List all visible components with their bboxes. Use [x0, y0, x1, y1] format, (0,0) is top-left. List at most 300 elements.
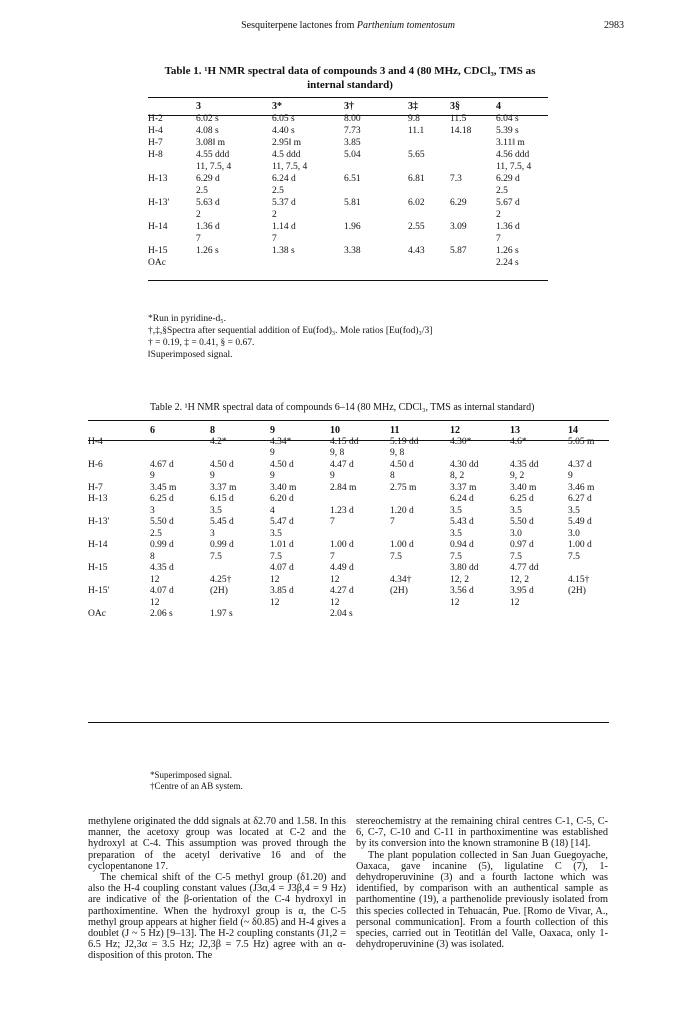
table1 — [148, 101, 548, 269]
footnote: *Superimposed signal. — [150, 770, 232, 780]
table-cell — [568, 448, 609, 460]
table-cell: 0.94 d — [450, 540, 474, 550]
table-cell: 3 — [150, 505, 155, 516]
table-cell — [408, 257, 450, 269]
table-cell: 12 — [510, 597, 520, 608]
table-cell: 5.43 d — [450, 517, 474, 527]
table-cell: 3.85 — [344, 138, 361, 148]
table-cell: 0.99 d — [210, 540, 234, 550]
row-label: H-13′ — [148, 198, 170, 208]
row-label — [88, 575, 150, 587]
table-cell: 7 — [496, 234, 501, 244]
footnote: †Centre of an AB system. — [150, 781, 243, 791]
row-label — [88, 598, 150, 610]
table-row — [88, 598, 609, 610]
table2-top-rule — [88, 420, 609, 421]
table-cell: 6.04 s — [496, 114, 519, 124]
table-cell: 11, 7.5, 4 — [496, 162, 532, 172]
table-cell: 5.63 d — [196, 198, 220, 208]
table2 — [88, 425, 609, 621]
table-cell: 12 — [270, 574, 280, 585]
table-cell: 12 — [150, 574, 160, 585]
table-cell: 12, 2 — [510, 574, 529, 585]
table-cell: 7.5 — [510, 551, 522, 562]
table-cell: 7 — [330, 551, 335, 562]
table-cell — [568, 609, 609, 621]
table-cell: 3.45 m — [150, 482, 177, 493]
table-cell: 2.84 m — [330, 482, 357, 493]
table-cell: 1.38 s — [272, 246, 295, 256]
table-cell: 3.95 d — [510, 586, 534, 596]
table-cell — [344, 233, 408, 245]
table-cell: 4.27 d — [330, 586, 354, 596]
table-cell: 5.45 d — [210, 517, 234, 527]
t2-col-header: 6 — [150, 425, 155, 436]
table-cell: 4.34* — [270, 436, 292, 447]
table-cell: 8, 2 — [450, 471, 465, 481]
t1-col-header: 3 — [196, 101, 201, 112]
t2-col-header: 14 — [568, 425, 578, 436]
table-cell: 1.14 d — [272, 222, 296, 232]
row-label: H-15 — [148, 246, 168, 256]
row-label: H-7 — [88, 482, 103, 493]
table-cell: 1.00 d — [390, 540, 414, 550]
table-cell: 1.96 — [344, 222, 361, 232]
table-cell: 1.23 d — [330, 505, 354, 516]
table-cell: 6.51 — [344, 174, 361, 184]
table-cell: 9 — [270, 471, 275, 481]
row-label — [148, 161, 196, 173]
row-label: H-7 — [148, 138, 163, 148]
table-cell: 4.25† — [210, 574, 232, 585]
table-row — [88, 552, 609, 564]
page-number: 2983 — [604, 20, 624, 31]
table-cell: 7 — [330, 517, 335, 527]
table-cell — [568, 563, 609, 575]
table-cell — [408, 137, 450, 149]
table-row — [148, 197, 548, 209]
table-cell — [344, 161, 408, 173]
table-row — [88, 494, 609, 506]
t2-col-header: 8 — [210, 425, 215, 436]
running-title: Sesquiterpene lactones from Parthenium tomentosum — [241, 20, 455, 31]
row-label: H-8 — [148, 150, 163, 160]
table-cell: 4 — [270, 505, 275, 516]
table-cell: 7.5 — [390, 551, 402, 562]
table-cell: 4.56 ddd — [496, 150, 530, 160]
table-row — [88, 575, 609, 587]
table-cell — [408, 209, 450, 221]
table-cell: 4.43 — [408, 246, 425, 256]
table-cell: 6.27 d — [568, 494, 592, 504]
table-cell: 5.47 d — [270, 517, 294, 527]
table-cell — [408, 161, 450, 173]
table-cell — [344, 209, 408, 221]
table-cell: 5.49 d — [568, 517, 592, 527]
table-cell: 12 — [450, 597, 460, 608]
table-cell: 2.5 — [150, 528, 162, 539]
table-cell: 6.29 — [450, 198, 467, 208]
table-cell: 3.5 — [270, 528, 282, 539]
table-cell: 9 — [330, 471, 335, 481]
row-label — [88, 506, 150, 518]
t1-col-header: 3‡ — [408, 101, 418, 112]
body-text-left-column — [88, 816, 346, 962]
paragraph: The plant population collected in San Juan Guegoyache, Oaxaca, gave incanine (5), ligulatine C (7), 1-dehydroperuvinine (3) and a fourth lactone which was identified, by comparison with an authentical sample as parthomentine (19), a parthenolide previously isolated from this species collected in Tehuacán, Pue. [Romo de Vivar, A., personal communication]. From a fourth collection of this species, carried out in Teotitlán del Valle, Oaxaca, only 1-dehydroperuvinine (3) was isolated. — [356, 849, 608, 951]
table-cell: 2.06 s — [150, 609, 173, 619]
table-cell: 4.55 ddd — [196, 150, 230, 160]
table-cell: 4.77 dd — [510, 563, 539, 573]
row-label — [88, 471, 150, 483]
table-row — [88, 563, 609, 575]
table-cell: 4.34† — [390, 574, 412, 585]
table-cell — [344, 257, 408, 269]
table-cell: 5.05 m — [568, 436, 595, 447]
table-cell: 7 — [390, 517, 395, 527]
table1-top-rule — [148, 97, 548, 98]
table-cell: 3.46 m — [568, 482, 595, 493]
table-row — [148, 185, 548, 197]
table-cell: 2 — [272, 210, 277, 220]
t2-col-header: 9 — [270, 425, 275, 436]
table-cell: 4.15† — [568, 574, 590, 585]
table-row — [148, 245, 548, 257]
table1-bottom-rule — [148, 280, 548, 281]
table-cell: 5.67 d — [496, 198, 520, 208]
table-cell: 4.67 d — [150, 459, 174, 470]
row-label: H-4 — [88, 436, 103, 447]
row-label — [148, 233, 196, 245]
table-row — [88, 437, 609, 449]
table-cell: 4.2* — [210, 436, 227, 447]
table-cell: (2H) — [390, 586, 408, 596]
table-row — [88, 448, 609, 460]
table-cell — [510, 609, 568, 621]
table-cell: 9.8 — [408, 114, 420, 124]
table-cell — [568, 598, 609, 610]
table-cell: 3.85 d — [270, 586, 294, 596]
table-row — [88, 586, 609, 598]
table-row — [88, 506, 609, 518]
table-row — [88, 517, 609, 529]
table-cell: 6.15 d — [210, 494, 234, 504]
table-cell — [450, 257, 496, 269]
t2-col-header: 11 — [390, 425, 400, 436]
row-label: H-2 — [148, 114, 163, 124]
table-cell: 3.40 m — [270, 482, 297, 493]
paragraph: The chemical shift of the C-5 methyl group (δ1.20) and also the H-4 coupling constant values (J3α,4 = J3β,4 = 9 Hz) are indicative of the β-orientation of the C-4 hydroxyl in parthoximentine. When the hydroxyl group is α, the C-5 methyl group appears at higher field (~ δ0.85) and H-4 gives a doublet (J ~ 5 Hz) [9–13]. The H-2 coupling constants (J1,2 = 6.5 Hz; J2,3α = 3.5 Hz; J2,3β = 7.5 Hz) agree with an α-disposition of this proton. The — [88, 872, 346, 962]
body-text-right-column — [356, 816, 608, 950]
table-cell: 9 — [210, 471, 215, 481]
table-cell: 6.25 d — [150, 494, 174, 504]
table-cell: 0.97 d — [510, 540, 534, 550]
table-cell: 1.97 s — [210, 609, 233, 619]
table-cell: 11, 7.5, 4 — [272, 162, 308, 172]
table-cell — [450, 209, 496, 221]
table-cell — [450, 149, 496, 161]
table2-bottom-rule — [88, 722, 609, 723]
table-row — [148, 113, 548, 125]
paragraph: methylene originated the ddd signals at δ2.70 and 1.58. In this manner, the acetoxy group was located at C-2 and the hydroxyl at C-4. This assumption was proved through the preparation of the acetyl derivative 16 and of the cyclopentanone 17. — [88, 816, 346, 872]
row-label: H-13′ — [88, 517, 110, 527]
row-label: H-6 — [88, 459, 103, 470]
table-cell — [450, 448, 510, 460]
table-cell: 11.1 — [408, 126, 425, 136]
row-label: H-15 — [88, 563, 108, 573]
table-cell: 7.73 — [344, 126, 361, 136]
table-cell: 6.81 — [408, 174, 425, 184]
table-cell: 3.80 dd — [450, 563, 479, 573]
t1-col-header: 4 — [496, 101, 501, 112]
table-cell: 3.37 m — [450, 482, 477, 493]
table-cell: 4.50 d — [270, 459, 294, 470]
table-cell: 3.08‖ m — [196, 138, 226, 148]
table-cell: 4.5 ddd — [272, 150, 301, 160]
row-label: OAc — [88, 609, 106, 619]
table-cell: 2 — [496, 210, 501, 220]
table-cell — [390, 609, 450, 621]
table-row — [148, 173, 548, 185]
table-cell: 2.5 — [272, 186, 284, 196]
table-cell: 1.01 d — [270, 540, 294, 550]
table-cell: 7 — [196, 234, 201, 244]
row-label: H-15′ — [88, 586, 110, 596]
table-cell: 6.29 d — [196, 174, 220, 184]
table2-header-row — [88, 425, 609, 437]
table-cell: 8 — [150, 551, 155, 562]
table-cell: 9 — [270, 448, 275, 458]
table-cell: 2.5 — [196, 186, 208, 196]
table-cell: 6.02 s — [196, 114, 219, 124]
t2-col-header: 13 — [510, 425, 520, 436]
table-row — [148, 221, 548, 233]
row-label: H-14 — [88, 540, 108, 550]
t1-col-header — [148, 101, 196, 113]
row-label: H-4 — [148, 126, 163, 136]
table-cell: 3 — [210, 528, 215, 539]
table1-caption: Table 1. ¹H NMR spectral data of compounds 3 and 4 (80 MHz, CDCl₃, TMS as internal standard) — [164, 65, 536, 91]
table-cell: 3.5 — [450, 528, 462, 539]
table-cell: 5.87 — [450, 246, 467, 256]
table-cell: 4.40 s — [272, 126, 295, 136]
table-cell — [450, 185, 496, 197]
paragraph: stereochemistry at the remaining chiral centres C-1, C-5, C-6, C-7, C-10 and C-11 in parthoximentine was established by its conversion into the known stramonine B (18) [14]. — [356, 816, 608, 850]
table-row — [88, 471, 609, 483]
table-cell: 2.55 — [408, 222, 425, 232]
table-cell: 4.15 dd — [330, 436, 359, 447]
table-cell: 4.08 s — [196, 126, 219, 136]
table-cell — [196, 257, 272, 269]
table-cell: 2.5 — [496, 186, 508, 196]
table-cell — [408, 185, 450, 197]
table-cell: 14.18 — [450, 126, 472, 136]
row-label: H-14 — [148, 222, 168, 232]
table-cell: 6.25 d — [510, 494, 534, 504]
t1-col-header: 3† — [344, 101, 354, 112]
table-cell: 4.07 d — [150, 586, 174, 596]
table-cell: 1.00 d — [568, 540, 592, 550]
table2-notes — [150, 770, 243, 792]
table-cell: 12 — [330, 597, 340, 608]
table-cell: 1.26 s — [496, 246, 519, 256]
table-cell: 5.50 d — [150, 517, 174, 527]
footnote: †,‡,§Spectra after sequential addition of Eu(fod)₃. Mole ratios [Eu(fod)₃/3] — [148, 326, 433, 336]
table-cell — [390, 529, 450, 541]
table-cell: 5.81 — [344, 198, 361, 208]
table-row — [88, 609, 609, 621]
table-cell: 2.75 m — [390, 482, 417, 493]
t2-col-header: 12 — [450, 425, 460, 436]
table2-caption: Table 2. ¹H NMR spectral data of compounds 6–14 (80 MHz, CDCl₃, TMS as internal standard) — [150, 402, 535, 413]
table-cell: 3.0 — [510, 528, 522, 539]
running-header — [0, 20, 696, 36]
table-cell — [344, 185, 408, 197]
table-row — [148, 209, 548, 221]
table-cell: 3.5 — [510, 505, 522, 516]
table-cell — [272, 257, 344, 269]
table-cell: 12 — [270, 597, 280, 608]
table-cell — [390, 494, 450, 506]
table-cell: 12 — [330, 574, 340, 585]
table-cell — [210, 598, 270, 610]
table-cell: 3.5 — [450, 505, 462, 516]
footnote: *Run in pyridine-d₅. — [148, 314, 226, 324]
table-cell: 5.65 — [408, 150, 425, 160]
table-cell: 3.56 d — [450, 586, 474, 596]
table-cell: 9, 2 — [510, 471, 525, 481]
t1-col-header: 3§ — [450, 101, 460, 112]
table-cell: 12 — [150, 597, 160, 608]
table-cell: 9 — [150, 471, 155, 481]
t1-col-header: 3* — [272, 101, 282, 112]
table-cell — [450, 137, 496, 149]
table-row — [88, 483, 609, 495]
table-cell: 4.07 d — [270, 563, 294, 573]
table-cell — [210, 563, 270, 575]
row-label — [88, 529, 150, 541]
table-cell: 4.49 d — [330, 563, 354, 573]
table-cell — [270, 609, 330, 621]
table-cell: 4.6* — [510, 436, 527, 447]
table-row — [148, 149, 548, 161]
table-cell: 4.50 d — [390, 459, 414, 470]
table-cell: 4.50 d — [210, 459, 234, 470]
row-label — [88, 448, 150, 460]
table-cell: 1.00 d — [330, 540, 354, 550]
table-cell — [408, 233, 450, 245]
footnote: † = 0.19, ‡ = 0.41, § = 0.67. — [148, 338, 255, 348]
table-cell: 5.37 d — [272, 198, 296, 208]
table-cell: 3.5 — [210, 505, 222, 516]
table-cell: 9, 8 — [330, 448, 345, 458]
table-cell: 11.5 — [450, 114, 467, 124]
t2-col-header: 10 — [330, 425, 340, 436]
table-cell: 6.02 — [408, 198, 425, 208]
t2-col-header — [88, 425, 150, 437]
table-cell: 7.3 — [450, 174, 462, 184]
table-cell: 0.99 d — [150, 540, 174, 550]
table-cell: 3.11‖ m — [496, 138, 525, 148]
table-cell: 4.35 d — [150, 563, 174, 573]
table-row — [88, 529, 609, 541]
table-cell: 6.24 d — [450, 494, 474, 504]
table-cell: 7 — [272, 234, 277, 244]
table-cell — [330, 494, 390, 506]
table-cell: 9 — [568, 471, 573, 481]
table-cell: 5.19 dd — [390, 436, 419, 447]
table-cell: 6.20 d — [270, 494, 294, 504]
table-cell: 3.38 — [344, 246, 361, 256]
row-label — [148, 209, 196, 221]
table-cell — [450, 161, 496, 173]
table-cell: 6.29 d — [496, 174, 520, 184]
table-cell: 12, 2 — [450, 574, 469, 585]
table-cell: 4.30* — [450, 436, 472, 447]
row-label — [88, 552, 150, 564]
table-row — [148, 161, 548, 173]
table-cell: 9, 8 — [390, 448, 405, 458]
table-cell: 4.37 d — [568, 459, 592, 470]
table-cell: 1.36 d — [496, 222, 520, 232]
table-cell: 4.30 dd — [450, 459, 479, 470]
table-cell: 6.24 d — [272, 174, 296, 184]
table-cell: 7.5 — [450, 551, 462, 562]
table-cell: 8 — [390, 471, 395, 481]
table-cell: 4.47 d — [330, 459, 354, 470]
table-cell — [390, 563, 450, 575]
table-row — [88, 460, 609, 472]
table-cell — [150, 437, 210, 449]
table-row — [148, 257, 548, 269]
row-label — [148, 185, 196, 197]
table-cell: (2H) — [210, 586, 228, 596]
table-cell — [510, 448, 568, 460]
table1-notes — [148, 313, 568, 361]
table-cell: 4.35 dd — [510, 459, 539, 470]
table-row — [88, 540, 609, 552]
table-row — [148, 125, 548, 137]
row-label: H-13 — [88, 494, 108, 504]
table-cell: (2H) — [568, 586, 586, 596]
table-cell: 1.20 d — [390, 505, 414, 516]
table-cell: 2 — [196, 210, 201, 220]
table-cell — [450, 609, 510, 621]
footnote: ‖Superimposed signal. — [148, 350, 233, 360]
table-cell: 7.5 — [270, 551, 282, 562]
table-cell: 2.95‖ m — [272, 138, 302, 148]
table-cell: 5.50 d — [510, 517, 534, 527]
table-cell — [330, 529, 390, 541]
table-cell: 3.5 — [568, 505, 580, 516]
table-cell — [210, 448, 270, 460]
table-cell — [450, 233, 496, 245]
table-cell: 1.36 d — [196, 222, 220, 232]
table-cell: 3.09 — [450, 222, 467, 232]
table-cell: 7.5 — [568, 551, 580, 562]
table-row — [148, 137, 548, 149]
table-cell: 5.04 — [344, 150, 361, 160]
table-cell: 11, 7.5, 4 — [196, 162, 232, 172]
table-cell: 2.04 s — [330, 609, 353, 619]
table-cell — [150, 448, 210, 460]
table-cell: 7.5 — [210, 551, 222, 562]
table-cell: 3.0 — [568, 528, 580, 539]
table-cell: 3.37 m — [210, 482, 237, 493]
table-row — [148, 233, 548, 245]
row-label: H-13 — [148, 174, 168, 184]
table-cell: 8.00 — [344, 114, 361, 124]
table-cell: 1.26 s — [196, 246, 219, 256]
